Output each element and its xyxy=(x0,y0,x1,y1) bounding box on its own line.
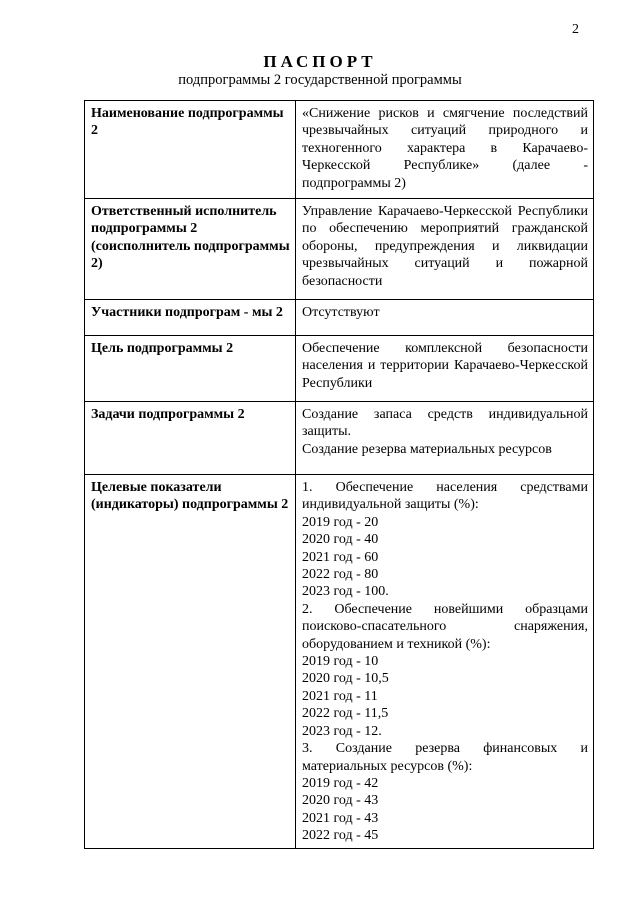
table-row xyxy=(85,402,594,475)
table-row xyxy=(85,300,594,336)
passport-table xyxy=(84,100,594,849)
row-value-indicators xyxy=(296,475,594,849)
indicator-year: 2022 год - 80 xyxy=(302,567,379,583)
indicator-year: 2022 год - 11,5 xyxy=(302,706,389,722)
row-value-name: «Снижение рисков и смягчение последствий чрезвычайных ситуаций природного и техногенного характера в Карачаево-Черкесской Республике» (далее - подпрограммы 2) xyxy=(296,101,594,199)
indicator-heading: 2. Обеспечение новейшими образцами поисково-спасательного снаряжения, оборудованием и техникой (%): xyxy=(302,601,588,652)
indicator-year: 2022 год - 45 xyxy=(302,828,379,844)
indicator-year: 2021 год - 43 xyxy=(302,810,379,826)
indicator-year: 2019 год - 10 xyxy=(302,654,379,670)
indicator-year: 2023 год - 12. xyxy=(302,723,382,739)
indicator-year: 2019 год - 42 xyxy=(302,775,379,791)
indicator-heading: 3. Создание резерва финансовых и материальных ресурсов (%): xyxy=(302,741,588,774)
indicator-year: 2019 год - 20 xyxy=(302,514,379,530)
task-line: Создание резерва материальных ресурсов xyxy=(302,441,552,457)
row-value-goal: Обеспечение комплексной безопасности населения и территории Карачаево-Черкесской Республики xyxy=(296,336,594,402)
indicator-year: 2023 год - 100. xyxy=(302,584,389,600)
document-title: ПАСПОРТ xyxy=(263,52,377,71)
row-label-goal: Цель подпрограммы 2 xyxy=(85,336,296,402)
table-row xyxy=(85,199,594,300)
row-label-indicators: Целевые показатели (индикаторы) подпрограммы 2 xyxy=(85,475,296,849)
indicator-year: 2020 год - 10,5 xyxy=(302,671,389,687)
task-line: Создание запаса средств индивидуальной защиты. xyxy=(302,407,588,440)
indicator-year: 2021 год - 11 xyxy=(302,688,378,704)
document-subtitle: подпрограммы 2 государственной программы xyxy=(178,72,462,88)
row-label-executor: Ответственный исполнитель подпрограммы 2 (соисполнитель подпрограммы 2) xyxy=(85,199,296,300)
table-row xyxy=(85,101,594,199)
row-label-tasks: Задачи подпрограммы 2 xyxy=(85,402,296,475)
table-row xyxy=(85,336,594,402)
page-number: 2 xyxy=(572,22,579,37)
indicator-year: 2020 год - 43 xyxy=(302,793,379,809)
table-row xyxy=(85,475,594,849)
row-value-tasks xyxy=(296,402,594,475)
indicator-year: 2021 год - 60 xyxy=(302,549,379,565)
row-label-name: Наименование подпрограммы 2 xyxy=(85,101,296,199)
row-value-participants: Отсутствуют xyxy=(296,300,594,336)
indicator-heading: 1. Обеспечение населения средствами индивидуальной защиты (%): xyxy=(302,480,588,513)
row-label-participants: Участники подпрограм - мы 2 xyxy=(85,300,296,336)
row-value-executor: Управление Карачаево-Черкесской Республики по обеспечению мероприятий гражданской обороны, предупреждения и ликвидации чрезвычайных ситуаций и пожарной безопасности xyxy=(296,199,594,300)
indicator-year: 2020 год - 40 xyxy=(302,532,379,548)
